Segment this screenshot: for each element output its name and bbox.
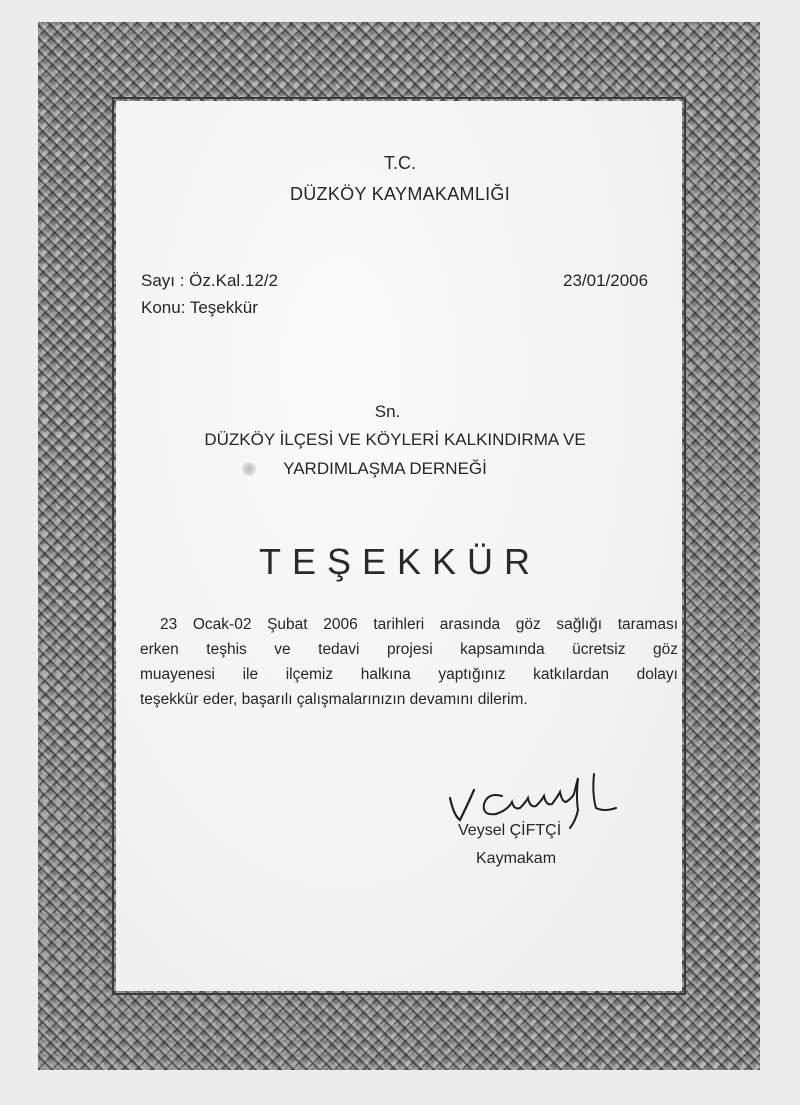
body-line: teşekkür eder, başarılı çalışmalarınızın devamını dilerim. (140, 691, 528, 708)
signatory-name: Veysel ÇİFTÇİ (458, 822, 562, 839)
document-title: TEŞEKKÜR (258, 541, 542, 582)
signatory-title: Kaymakam (476, 850, 557, 867)
subject-line: Konu: Teşekkür (141, 298, 258, 317)
reference-number: Sayı : Öz.Kal.12/2 (141, 271, 279, 290)
header-tc: T.C. (383, 153, 416, 173)
recipient-line-2: YARDIMLAŞMA DERNEĞİ (283, 459, 487, 478)
document-date: 23/01/2006 (563, 271, 649, 290)
recipient-salutation: Sn. (374, 402, 401, 421)
body-line: erken teşhis ve tedavi projesi kapsamında ücretsiz göz (140, 641, 678, 658)
header-office: DÜZKÖY KAYMAKAMLIĞI (289, 184, 511, 204)
body-line: muayenesi ile ilçemiz halkına yaptığınız katkılardan dolayı (140, 666, 678, 683)
body-line: 23 Ocak-02 Şubat 2006 tarihleri arasında göz sağlığı taraması (160, 616, 678, 633)
body-text (140, 612, 678, 712)
recipient-line-1: DÜZKÖY İLÇESİ VE KÖYLERİ KALKINDIRMA VE (204, 430, 586, 449)
